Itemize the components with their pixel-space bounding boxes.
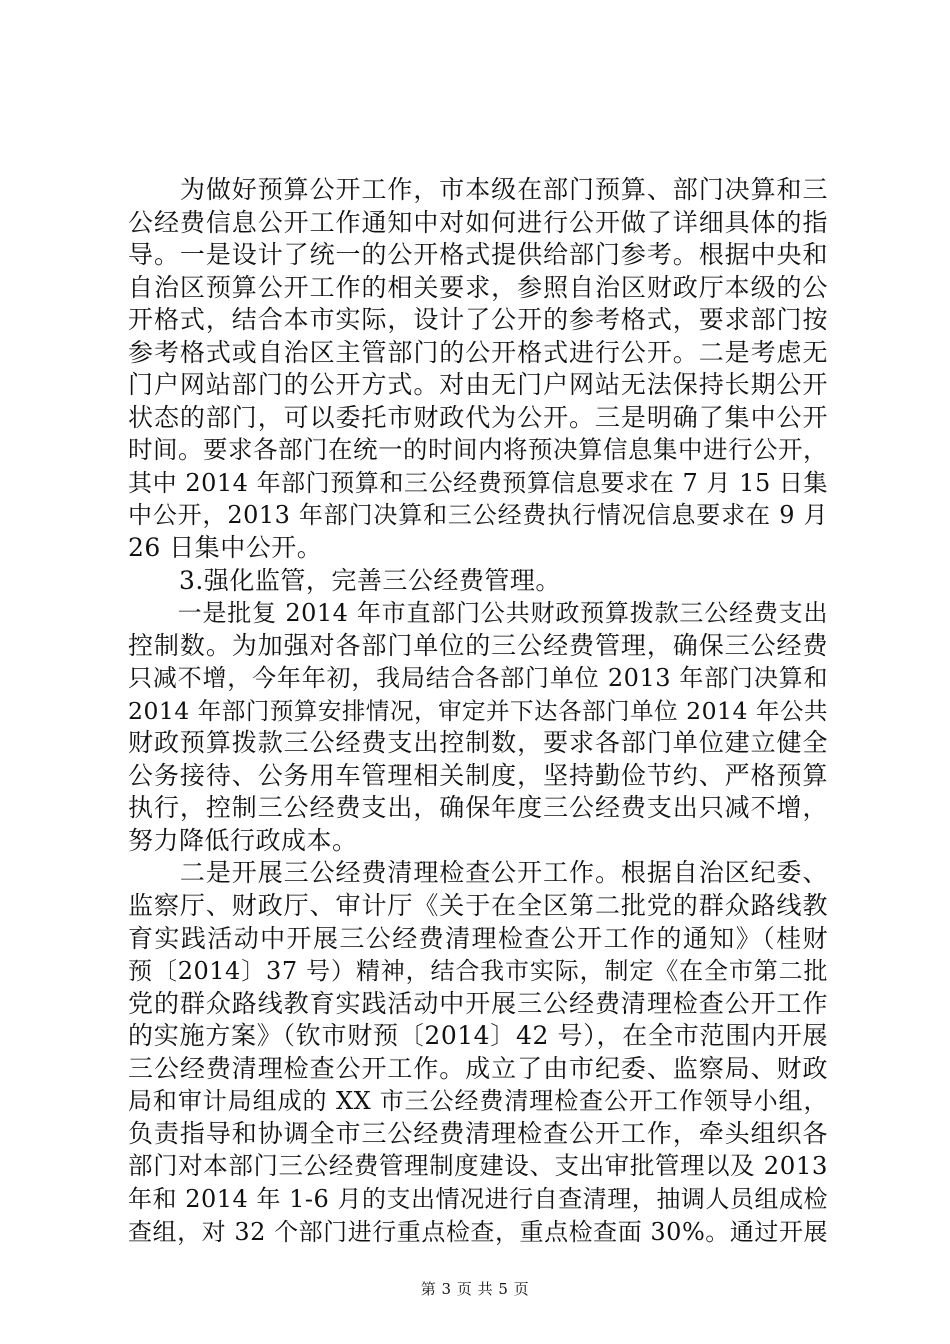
text-line: 执行，控制三公经费支出，确保年度三公经费支出只减不增，: [128, 793, 828, 823]
text-line: 控制数。为加强对各部门单位的三公经费管理，确保三公经费: [128, 630, 828, 660]
text-line: 查组，对 32 个部门进行重点检查，重点检查面 30%。通过开展: [128, 1217, 828, 1246]
text-line: 二是开展三公经费清理检查公开工作。根据自治区纪委、: [128, 858, 828, 888]
text-line: 预〔2014〕37 号）精神，结合我市实际，制定《在全市第二批: [128, 957, 828, 986]
text-line: 部门对本部门三公经费管理制度建设、支出审批管理以及 2013: [128, 1151, 828, 1181]
text-line: 门户网站部门的公开方式。对由无门户网站无法保持长期公开: [128, 370, 828, 400]
text-line: 自治区预算公开工作的相关要求，参照自治区财政厅本级的公: [128, 272, 828, 302]
text-line: 监察厅、财政厅、审计厅《关于在全区第二批党的群众路线教: [128, 891, 828, 921]
body-text: [128, 174, 828, 1248]
text-line: 育实践活动中开展三公经费清理检查公开工作的通知》（桂财: [128, 923, 828, 953]
text-line: 努力降低行政成本。: [128, 825, 358, 855]
text-line: 年和 2014 年 1-6 月的支出情况进行自查清理，抽调人员组成检: [128, 1184, 828, 1213]
text-line: 党的群众路线教育实践活动中开展三公经费清理检查公开工作: [128, 988, 828, 1018]
text-line: 公务接待、公务用车管理相关制度，坚持勤俭节约、严格预算: [128, 760, 828, 790]
text-line: 开格式，结合本市实际，设计了公开的参考格式，要求部门按: [128, 305, 828, 335]
page-footer: 第 3 页 共 5 页: [420, 1280, 530, 1298]
text-line: 时间。要求各部门在统一的时间内将预决算信息集中进行公开，: [128, 435, 828, 465]
text-line: 只减不增，今年年初，我局结合各部门单位 2013 年部门决算和: [128, 664, 828, 693]
text-line: 局和审计局组成的 XX 市三公经费清理检查公开工作领导小组，: [128, 1087, 828, 1116]
text-line: 参考格式或自治区主管部门的公开格式进行公开。二是考虑无: [128, 337, 828, 367]
text-line: 状态的部门，可以委托市财政代为公开。三是明确了集中公开: [128, 402, 828, 432]
text-line: 公经费信息公开工作通知中对如何进行公开做了详细具体的指: [128, 207, 828, 237]
text-line: 导。一是设计了统一的公开格式提供给部门参考。根据中央和: [128, 240, 828, 270]
text-line: 负责指导和协调全市三公经费清理检查公开工作，牵头组织各: [128, 1118, 828, 1148]
text-line: 的实施方案》（钦市财预〔2014〕42 号），在全市范围内开展: [128, 1021, 828, 1051]
text-line: 一是批复 2014 年市直部门公共财政预算拨款三公经费支出: [128, 599, 828, 628]
text-line: 26 日集中公开。: [128, 533, 323, 563]
section-heading: 3.强化监管，完善三公经费管理。: [128, 565, 561, 595]
text-line: 三公经费清理检查公开工作。成立了由市纪委、监察局、财政: [128, 1053, 828, 1083]
text-line: 其中 2014 年部门预算和三公经费预算信息要求在 7 月 15 日集: [128, 468, 828, 497]
text-line: 2014 年部门预算安排情况，审定并下达各部门单位 2014 年公共: [128, 696, 828, 725]
text-line: 中公开，2013 年部门决算和三公经费执行情况信息要求在 9 月: [128, 501, 828, 530]
text-line: 为做好预算公开工作，市本级在部门预算、部门决算和三: [128, 175, 828, 204]
text-line: 财政预算拨款三公经费支出控制数，要求各部门单位建立健全: [128, 728, 828, 758]
